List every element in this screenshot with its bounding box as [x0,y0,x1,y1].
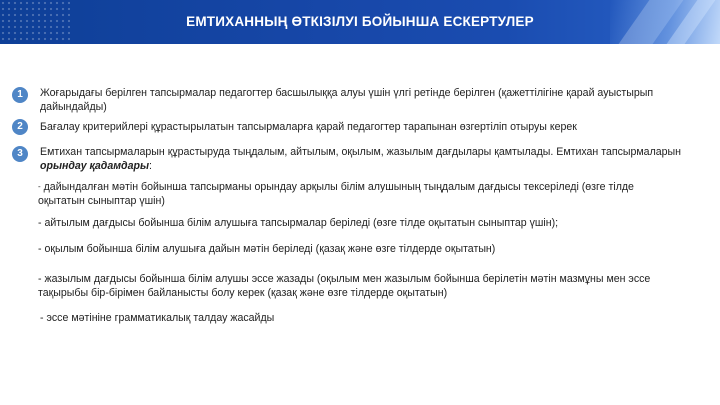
step-item-reading [38,242,688,256]
number-badge-2: 2 [12,119,28,135]
item-text-3 [40,145,682,173]
item-text-1: Жоғарыдағы берілген тапсырмалар педагогтер басшылыққа алуы үшін үлгі ретінде берілген (қажеттілігіне қарай ауыстырып дайындайды) [40,87,654,113]
step-item-listening [38,180,678,208]
step-marker: - [38,217,42,229]
step-marker: - [38,182,41,191]
number-badge-3: 3 [12,146,28,162]
step-marker: - [38,273,42,285]
number-badge-1: 1 [12,87,28,103]
step-marker: - [38,243,42,255]
item-text-3-colon: : [149,160,152,172]
step-text: эссе мәтініне грамматикалық талдау жасайды [46,312,275,324]
step-item-grammar [40,311,680,325]
step-text: дайындалған мәтін бойынша тапсырманы орындау арқылы білім алушының тыңдалым дағдысы тексеріледі (өзге тілде оқытатын сыныптар үшін) [38,181,634,207]
item-text-3-emphasis: орындау қадамдары [40,160,150,172]
slide-title: ЕМТИХАННЫҢ ӨТКІЗІЛУІ БОЙЫНША ЕСКЕРТУЛЕР [186,14,534,29]
step-text: жазылым дағдысы бойынша білім алушы эссе жазады (оқылым мен жазылым бойынша берілетін мәтін мазмұны мен эссе тақырыбы бір-бірімен байланысты болу керек (қазақ және өзге тілдерде оқытатын) [38,273,651,299]
step-text: оқылым бойынша білім алушыға дайын мәтін беріледі (қазақ және өзге тілдерде оқытатын) [44,243,496,255]
item-text-2: Бағалау критерийлері құрастырылатын тапсырмаларға қарай педагогтер тарапынан өзгертіліп отыруы керек [40,121,577,133]
step-text: айтылым дағдысы бойынша білім алушыға тапсырмалар беріледі (өзге тілде оқытатын сыныптар үшін); [44,217,559,229]
step-marker: - [40,312,44,324]
step-item-writing [38,272,678,300]
step-item-speaking [38,216,688,230]
item-text-3-intro: Емтихан тапсырмаларын құрастыруда тыңдалым, айтылым, оқылым, жазылым дағдылары қамтылады. Емтихан тапсырмаларын [40,146,681,158]
